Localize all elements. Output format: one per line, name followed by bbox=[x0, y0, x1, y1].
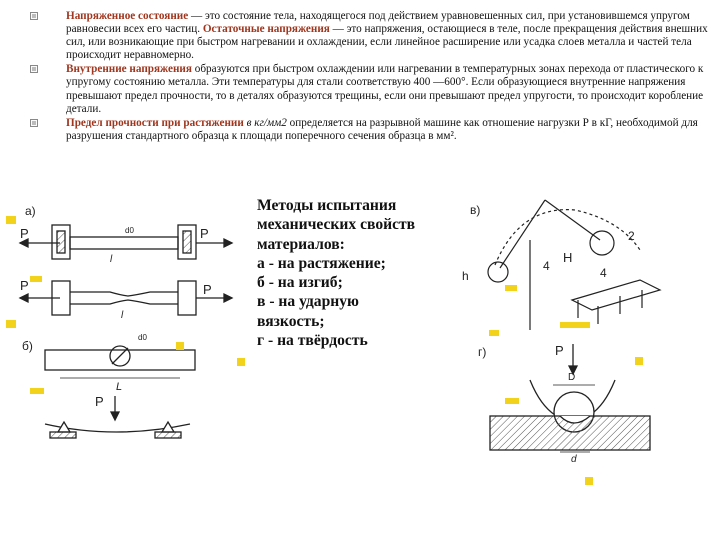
def-stress-state: — это состояние тела, находящегося под действием уравновешенных сил, при установившемся упругом равновесии всех его частиц. bbox=[66, 10, 690, 36]
pendulum-arm-start bbox=[500, 200, 545, 268]
label-L: L bbox=[116, 381, 123, 393]
label-D: D bbox=[568, 372, 576, 383]
label-H: H bbox=[563, 250, 573, 265]
label-d0-top: d0 bbox=[125, 226, 134, 235]
label-2: 2 bbox=[628, 229, 635, 243]
method-tension: а - на растяжение; bbox=[257, 254, 386, 272]
force-label-p-left: P bbox=[20, 226, 29, 241]
label-l-bottom: l bbox=[121, 310, 124, 321]
marker-5 bbox=[176, 342, 184, 350]
def-residual-stress: — это напряжения, остающиеся в теле, после прекращения действия внешних сил, или возникающие при быстром нагревании и охлаждении, если линейное расширение или усадка слоев металла и частей тела происходит неравномерно. bbox=[66, 23, 708, 62]
term-tensile-strength: Предел прочности при растяжении bbox=[66, 116, 244, 129]
force-label-p-right: P bbox=[200, 226, 209, 241]
marker-2 bbox=[6, 320, 16, 328]
force-label-p-left-2: P bbox=[20, 278, 29, 293]
methods-title-line-3: материалов: bbox=[257, 235, 345, 253]
bend-bar bbox=[45, 350, 195, 370]
force-label-p-right-2: P bbox=[203, 282, 212, 297]
arrow-head-bend-icon bbox=[111, 412, 119, 420]
marker-11 bbox=[635, 357, 643, 365]
hardness-diagram bbox=[478, 343, 650, 465]
pendulum-hammer-start bbox=[488, 262, 508, 282]
support-base-left bbox=[50, 432, 76, 438]
specimen-grip-left bbox=[57, 231, 65, 253]
label-d: d bbox=[571, 454, 577, 465]
pendulum-hammer-end bbox=[590, 231, 614, 255]
marker-4 bbox=[30, 388, 44, 394]
tension-diagram bbox=[20, 204, 232, 321]
deformed-head-right bbox=[178, 281, 196, 315]
arrow-head-left-2-icon bbox=[20, 294, 28, 302]
force-label-p-bend: P bbox=[95, 394, 104, 409]
pendulum-arm-end bbox=[545, 200, 600, 240]
term-internal-stress: Внутренние напряжения bbox=[66, 63, 192, 76]
marker-8 bbox=[505, 285, 517, 291]
label-4-right: 4 bbox=[600, 266, 607, 280]
support-base-right bbox=[155, 432, 181, 438]
impact-anvil bbox=[572, 280, 660, 310]
label-b: б) bbox=[22, 339, 33, 353]
specimen-neck bbox=[70, 237, 178, 249]
def-tensile-strength: определяется на разрывной машине как отношение нагрузки Р в кГ, необходимой для разрушения стандартного образца к площади поперечного сечения образца в мм². bbox=[66, 116, 698, 142]
label-4-left: 4 bbox=[543, 259, 550, 273]
marker-7 bbox=[489, 330, 499, 336]
label-a: а) bbox=[25, 204, 36, 218]
label-l-top: l bbox=[110, 254, 113, 265]
arrow-head-right-icon bbox=[224, 239, 232, 247]
label-d0-bend: d0 bbox=[138, 333, 147, 342]
marker-3 bbox=[30, 276, 42, 282]
term-stress-state: Напряженное состояние bbox=[66, 10, 189, 22]
method-bending: б - на изгиб; bbox=[257, 274, 343, 292]
marker-10 bbox=[505, 398, 519, 404]
term-residual-stress: Остаточные напряжения bbox=[202, 23, 330, 36]
methods-title-line-2: механических свойств bbox=[257, 216, 416, 234]
label-g: г) bbox=[478, 345, 487, 359]
specimen-grip-right bbox=[183, 231, 191, 253]
bending-diagram bbox=[22, 333, 195, 438]
methods-title-line-1: Методы испытания bbox=[257, 197, 397, 214]
method-impact-line-1: в - на ударную bbox=[257, 293, 359, 311]
marker-6 bbox=[237, 358, 245, 366]
label-h: h bbox=[462, 269, 469, 283]
impact-diagram bbox=[462, 200, 660, 330]
marker-9 bbox=[560, 322, 590, 328]
method-impact-line-2: вязкость; bbox=[257, 312, 325, 330]
arrow-head-right-2-icon bbox=[224, 294, 232, 302]
force-label-p-hard: P bbox=[555, 343, 564, 358]
deformed-neck bbox=[70, 292, 178, 304]
unit-tensile-strength: в кг/мм2 bbox=[243, 116, 287, 129]
marker-1 bbox=[6, 216, 16, 224]
marker-12 bbox=[585, 477, 593, 485]
def-internal-stress: образуются при быстром охлаждении или нагревании в температурных зонах перехода от пластического к упругому состоянию металла. Эти температуры для стали соответствую 400 —600°. Если образующиеся внутренние напряжения превышают предел прочности, то в деталях образуются трещины, если они превышают предел упругости, то происходит коробление детали. bbox=[66, 63, 704, 115]
label-v: в) bbox=[470, 203, 481, 217]
method-hardness: г - на твёрдость bbox=[257, 332, 368, 350]
